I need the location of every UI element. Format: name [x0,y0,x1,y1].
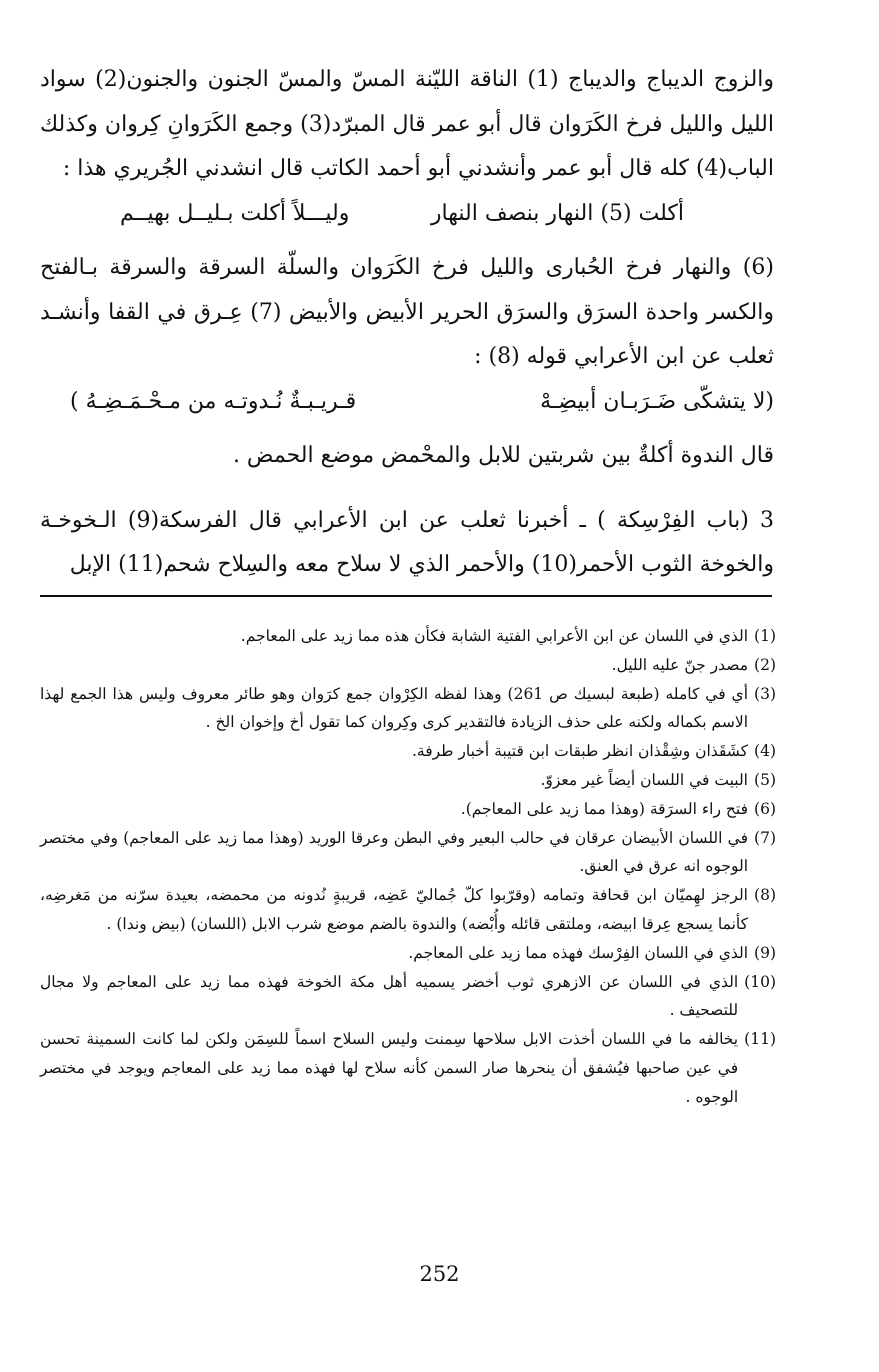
footnote-number: (5) [754,770,776,789]
footnote [40,1025,776,1111]
footnote-text: الذي في اللسان عن الازهري ثوب أخضر يسميه أهل مكة الخوخة فهذه مما زيد على المعاجم ولا مجال للتصحيف . [40,972,739,1020]
main-text [40,58,774,588]
footnote [40,968,776,1026]
footnote-number: (2) [754,655,776,674]
page-number: 252 [419,1262,460,1286]
footnote-text: البيت في اللسان أيضاً غير معزوّ. [540,770,748,789]
footnote-text: الذي في اللسان الفِرْسك فهذه مما زيد على المعاجم. [408,943,748,962]
footnote-number: (6) [754,799,776,818]
footnote-number: (9) [754,943,776,962]
footnote [40,824,776,882]
footnote-separator [40,595,772,597]
verse-1-second-hemistich: وليـــلاً أكلت بـليــل بهيــم [120,200,350,226]
paragraph-2: (6) والنهار فرخ الحُبارى والليل فرخ الكَرَوان والسلّة السرقة والسرقة بـالفتح والكسر واحدة السرَق والسرَق الحرير الأبيض والأبيض (7) عِـرق في القفا وأنشـد ثعلب عن ابن الأعرابي قوله (8) : [40,255,774,369]
footnotes [40,622,776,1112]
footnote-number: (11) [744,1030,776,1049]
footnote [40,622,776,651]
footnote-number: (7) [754,828,776,847]
footnote-number: (8) [754,886,776,905]
paragraph-3: قال الندوة أكلةٌ بين شربتين للابل والمحْمض موضع الحمض . [232,443,774,468]
footnote-number: (3) [754,684,776,703]
footnote-text: في اللسان الأبيضان عرقان في حالب البعير وفي البطن وعرقا الوريد (وهذا مما زيد على المعاجم) وفي مختصر الوجوه انه عرق في العنق. [40,828,748,876]
verse-1-first-hemistich: أكلت (5) النهار بنصف النهار [430,200,684,226]
footnote-text: كشَقَذان وشِقْذان انظر طبقات ابن قتيبة أخبار طرفة. [411,742,748,761]
footnote [40,766,776,795]
verse-2-second-hemistich: قـريـبـةٌ نُـدوتـه من مـحْـمَـضِـهُ ) [70,388,357,414]
footnote-text: مصدر جنّ عليه الليل. [611,655,748,674]
footnote [40,680,776,738]
verse-2 [40,380,774,425]
verse-1 [40,192,774,237]
paragraph-1: والزوج الديباج والديباج (1) الناقة الليّنة المسّ والمسّ الجنون والجنون(2) سواد الليل والليل فرخ الكَرَوان قال أبو عمر قال المبرّد(3) وجمع الكَرَوانِ كِروان وكذلك الباب(4) كله قال أبو عمر وأنشدني أبو أحمد الكاتب قال انشدني الجُريري هذا : [40,67,775,181]
verse-2-first-hemistich: (لا يتشكّى ضَـرَبـان أبيضِـهْ [540,388,774,414]
footnote-text: الذي في اللسان عن ابن الأعرابي الفتية الشابة فكأن هذه مما زيد على المعاجم. [240,627,748,645]
footnote-number: (1) [754,627,776,645]
footnote [40,939,776,968]
footnote-text: الرجز لهِميّان ابن قحافة وتمامه (وقرّبوا كلّ جُماليّ عَضِه، قريبةٍ نُدونه من محمضه، بعيدة سرّنه من مَغرضِه، كأنما يسجع عِرقا ابيضه، وملتقى قائله وأُبْضه) والندوة بالضم موضع شرب الابل (اللسان) (بيض وندا) . [40,886,748,933]
footnote-text: أي في كامله (طبعة لبسيك ص 261) وهذا لفظه الكِرْوان جمع كرَوان وهو طائر معروف وليس هذا الجمع لهذا الاسم بكماله ولكنه على حذف الزيادة فالتقدير كرى وكِروان كما تقول أخ وإخوان الخ . [40,684,749,732]
footnote [40,737,776,766]
footnote-number: (4) [754,742,776,761]
footnote [40,881,776,939]
footnote-text: يخالفه ما في اللسان أخذت الابل سلاحها سِمنت وليس السلاح اسماً للسِمَن ولكن لما كانت السمينة تحسن في عين صاحبها فيُشفق أن ينحرها صار السمن كأنه سلاح لها فهذه مما زيد على المعاجم ويوجد في مختصر الوجوه . [40,1030,739,1106]
footnote [40,795,776,824]
paragraph-4: 3 (باب الفِرْسِكة ) ـ أخبرنا ثعلب عن ابن الأعرابي قال الفرسكة(9) الـخوخـة والخوخة الثوب الأحمر(10) والأحمر الذي لا سلاح معه والسِلاح شحم(11) الإبل [40,507,774,577]
footnote [40,651,776,680]
footnote-text: فتح راء السرَقة (وهذا مما زيد على المعاجم). [460,799,748,818]
footnote-number: (10) [744,972,776,991]
